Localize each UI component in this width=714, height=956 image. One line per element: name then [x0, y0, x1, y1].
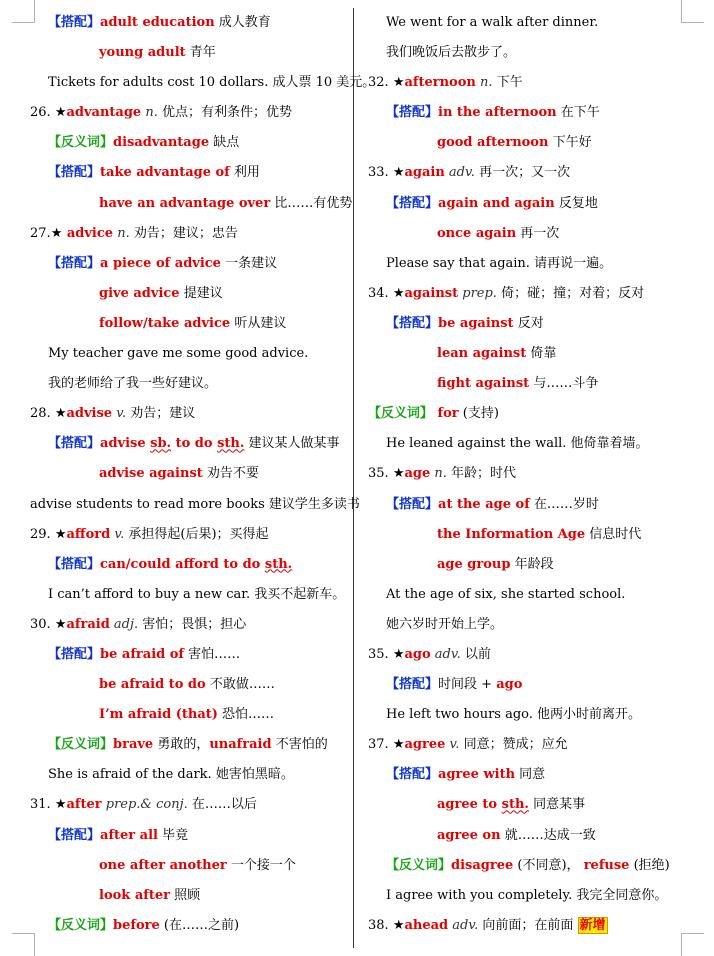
right-vocab-line: [368, 309, 704, 339]
left-vocab-line: [30, 309, 348, 339]
collocation-tag: 【搭配】: [386, 195, 439, 211]
left-vocab-line: [30, 339, 348, 369]
right-vocab-line: [368, 8, 704, 38]
star-icon: ★: [50, 225, 63, 241]
headword-or-phrase: once again: [437, 225, 517, 241]
right-vocab-line: [368, 911, 704, 941]
star-icon: ★: [54, 797, 67, 813]
star-icon: ★: [54, 616, 67, 632]
collocation-tag: 【搭配】: [386, 496, 439, 512]
text-segment: (拒绝): [629, 857, 670, 873]
headword-or-phrase: advise: [66, 406, 113, 422]
text-segment: 利用: [229, 165, 260, 181]
antonym-tag: 【反义词】: [48, 917, 114, 933]
headword-or-phrase: agree: [404, 737, 446, 753]
text-segment: 反对: [513, 315, 544, 331]
text-segment: 不害怕的: [271, 737, 328, 753]
text-segment: 26.: [30, 105, 55, 121]
left-vocab-line: [30, 730, 348, 760]
headword-or-phrase: to do: [171, 436, 218, 452]
text-segment: 信息时代: [585, 526, 642, 542]
right-vocab-line: [368, 369, 704, 399]
star-icon: ★: [392, 75, 405, 91]
star-icon: ★: [392, 285, 405, 301]
part-of-speech: adv.: [448, 917, 479, 933]
text-segment: 32.: [368, 75, 393, 91]
text-segment: 她六岁时开始上学。: [386, 616, 504, 632]
text-segment: 31.: [30, 797, 55, 813]
right-vocab-line: [368, 38, 704, 68]
text-segment: 承担得起(后果)；买得起: [124, 526, 269, 542]
right-vocab-line: [368, 429, 704, 459]
collocation-tag: 【搭配】: [48, 556, 101, 572]
left-vocab-line: [30, 640, 348, 670]
text-segment: 勇敢的，: [153, 737, 210, 753]
text-segment: (支持): [458, 406, 499, 422]
headword-or-phrase: for: [433, 406, 459, 422]
text-segment: 与……斗争: [529, 376, 599, 392]
text-segment: 缺点: [209, 135, 240, 151]
part-of-speech: v.: [110, 526, 125, 542]
left-vocab-line: [30, 550, 348, 580]
text-segment: 30.: [30, 616, 55, 632]
headword-or-phrase: fight against: [437, 376, 530, 392]
text-segment: 劝告不要: [202, 466, 259, 482]
left-vocab-line: [30, 610, 348, 640]
left-vocab-line: [30, 790, 348, 820]
headword-or-phrase: advise: [100, 436, 151, 452]
star-icon: ★: [54, 406, 67, 422]
headword-or-phrase: advise against: [99, 466, 203, 482]
text-segment: 再一次: [516, 225, 560, 241]
left-vocab-line: [30, 520, 348, 550]
right-vocab-line: [368, 158, 704, 188]
headword-or-phrase: ago: [404, 646, 431, 662]
left-vocab-line: [30, 429, 348, 459]
left-vocab-line: [30, 68, 376, 98]
text-segment: 在下午: [556, 105, 600, 121]
text-segment: 27.: [30, 225, 51, 241]
right-vocab-line: [368, 881, 704, 911]
left-vocab-line: [30, 8, 348, 38]
headword-or-phrase: sth.: [217, 436, 245, 452]
right-vocab-line: [368, 339, 704, 369]
headword-or-phrase: follow/take advice: [99, 315, 231, 331]
headword-or-phrase: lean against: [437, 346, 527, 362]
part-of-speech: n.: [430, 466, 447, 482]
left-column: [30, 8, 376, 941]
headword-or-phrase: sb.: [150, 436, 172, 452]
right-vocab-line: [368, 490, 704, 520]
headword-or-phrase: give advice: [99, 285, 180, 301]
text-segment: 不敢做……: [205, 677, 275, 693]
text-segment: (不同意)，: [513, 857, 584, 873]
left-vocab-line: [30, 98, 348, 128]
collocation-tag: 【搭配】: [386, 105, 439, 121]
text-segment: 同意: [515, 767, 546, 783]
headword-or-phrase: I’m afraid (that): [99, 707, 218, 723]
text-segment: Please say that again. 请再说一遍。: [386, 255, 613, 271]
right-vocab-line: [368, 730, 704, 760]
star-icon: ★: [392, 917, 405, 933]
text-segment: We went for a walk after dinner.: [386, 15, 599, 30]
text-segment: He left two hours ago. 他两小时前离开。: [386, 707, 642, 723]
right-vocab-line: [368, 249, 704, 279]
text-segment: 再一次；又一次: [474, 165, 571, 181]
right-vocab-line: [368, 128, 704, 158]
text-segment: 恐怕……: [217, 707, 275, 723]
right-vocab-line: [368, 279, 704, 309]
right-vocab-line: [368, 640, 704, 670]
headword-or-phrase: agree to: [437, 797, 502, 813]
text-segment: 年龄段: [510, 556, 554, 572]
headword-or-phrase: good afternoon: [437, 135, 549, 151]
left-vocab-line: [30, 760, 348, 790]
text-segment: 害怕；畏惧；担心: [138, 616, 247, 632]
left-vocab-line: [30, 881, 348, 911]
right-vocab-line: [368, 550, 704, 580]
text-segment: 在……以后: [187, 797, 257, 813]
headword-or-phrase: brave: [113, 737, 154, 753]
collocation-tag: 【搭配】: [48, 165, 101, 181]
headword-or-phrase: after all: [100, 827, 158, 843]
text-segment: 同意；赞成；应允: [459, 737, 568, 753]
headword-or-phrase: again: [404, 165, 445, 181]
right-vocab-line: [368, 670, 704, 700]
text-segment: 我的老师给了我一些好建议。: [48, 376, 218, 392]
text-segment: I can’t afford to buy a new car. 我买不起新车。: [48, 586, 346, 602]
headword-or-phrase: have an advantage over: [99, 195, 271, 211]
star-icon: ★: [392, 466, 405, 482]
text-segment: 向前面；在前面: [478, 917, 578, 933]
text-segment: 35.: [368, 466, 393, 482]
text-segment: 青年: [185, 45, 216, 61]
headword-or-phrase: sth.: [264, 556, 293, 572]
part-of-speech: v.: [112, 406, 127, 422]
right-vocab-line: [368, 790, 704, 820]
text-segment: At the age of six, she started school.: [386, 586, 626, 602]
collocation-tag: 【搭配】: [48, 646, 101, 662]
headword-or-phrase: afternoon: [404, 75, 476, 91]
right-vocab-line: [368, 700, 704, 730]
right-vocab-line: [368, 399, 704, 429]
part-of-speech: adj.: [109, 616, 139, 632]
star-icon: ★: [392, 165, 405, 181]
left-vocab-line: [30, 279, 348, 309]
left-vocab-line: [30, 670, 348, 700]
text-segment: 下午好: [548, 135, 592, 151]
headword-or-phrase: against: [404, 285, 459, 301]
text-segment: 28.: [30, 406, 55, 422]
text-segment: 37.: [368, 737, 393, 753]
right-column: [368, 8, 704, 941]
left-vocab-line: [30, 189, 353, 219]
left-vocab-line: [30, 399, 348, 429]
headword-or-phrase: afraid: [66, 616, 110, 632]
text-segment: 提建议: [179, 285, 223, 301]
text-segment: 反复地: [554, 195, 598, 211]
right-vocab-line: [368, 821, 704, 851]
part-of-speech: n.: [113, 225, 130, 241]
headword-or-phrase: refuse: [583, 857, 630, 873]
text-segment: I agree with you completely. 我完全同意你。: [386, 887, 668, 903]
text-segment: 35.: [368, 646, 393, 662]
text-segment: He leaned against the wall. 他倚靠着墙。: [386, 436, 649, 452]
headword-or-phrase: ago: [496, 677, 523, 693]
headword-or-phrase: be afraid of: [100, 646, 185, 662]
text-segment: 下午: [492, 75, 523, 91]
collocation-tag: 【搭配】: [386, 677, 439, 693]
left-vocab-line: [30, 249, 348, 279]
headword-or-phrase: take advantage of: [100, 165, 230, 181]
text-segment: (在……之前): [159, 917, 240, 933]
headword-or-phrase: in the afternoon: [438, 105, 557, 121]
left-vocab-line: [30, 911, 348, 941]
collocation-tag: 【搭配】: [48, 255, 101, 271]
collocation-tag: 【搭配】: [48, 15, 101, 30]
text-segment: 34.: [368, 285, 393, 301]
text-segment: Tickets for adults cost 10 dollars. 成人票 10 美元。: [48, 75, 376, 91]
headword-or-phrase: look after: [99, 887, 170, 903]
left-vocab-line: [30, 580, 348, 610]
right-vocab-line: [368, 580, 704, 610]
text-segment: 优点；有利条件；优势: [157, 105, 292, 121]
text-segment: 我们晚饭后去散步了。: [386, 45, 517, 61]
headword-or-phrase: age group: [437, 556, 511, 572]
text-segment: 毕竟: [157, 827, 189, 843]
right-vocab-line: [368, 459, 704, 489]
headword-or-phrase: again and again: [438, 195, 555, 211]
part-of-speech: adv.: [444, 165, 475, 181]
headword-or-phrase: be against: [438, 315, 514, 331]
collocation-tag: 【搭配】: [386, 767, 439, 783]
headword-or-phrase: ahead: [404, 917, 449, 933]
text-segment: She is afraid of the dark. 她害怕黑暗。: [48, 767, 294, 783]
collocation-tag: 【搭配】: [48, 827, 101, 843]
text-segment: 38.: [368, 917, 393, 933]
text-segment: 在……岁时: [529, 496, 599, 512]
headword-or-phrase: be afraid to do: [99, 677, 206, 693]
text-segment: 照顾: [169, 887, 201, 903]
headword-or-phrase: adult education: [100, 15, 215, 30]
text-segment: 成人教育: [214, 15, 271, 30]
text-segment: 劝告；建议: [126, 406, 196, 422]
antonym-tag: 【反义词】: [368, 406, 434, 422]
text-segment: 一条建议: [220, 255, 278, 271]
right-vocab-line: [368, 520, 704, 550]
left-vocab-line: [30, 158, 348, 188]
headword-or-phrase: disadvantage: [113, 135, 210, 151]
part-of-speech: v.: [445, 737, 460, 753]
text-segment: 29.: [30, 526, 55, 542]
part-of-speech: adv.: [430, 646, 461, 662]
text-segment: 时间段 +: [438, 677, 497, 693]
headword-or-phrase: afford: [66, 526, 111, 542]
text-segment: 倚；碰；撞；对着；反对: [496, 285, 645, 301]
headword-or-phrase: sth.: [501, 797, 529, 813]
text-segment: 以前: [460, 646, 491, 662]
part-of-speech: n.: [475, 75, 493, 91]
text-segment: 害怕……: [184, 646, 241, 662]
text-segment: 一个接一个: [226, 857, 296, 873]
text-segment: 劝告；建议；忠告: [129, 225, 238, 241]
right-vocab-line: [368, 68, 704, 98]
text-segment: 同意某事: [528, 797, 586, 813]
headword-or-phrase: at the age of: [438, 496, 530, 512]
text-segment: 比……有优势: [270, 195, 353, 211]
text-segment: My teacher gave me some good advice.: [48, 346, 309, 362]
right-vocab-line: [368, 189, 704, 219]
right-vocab-line: [368, 760, 704, 790]
headword-or-phrase: young adult: [99, 45, 186, 61]
text-segment: advise students to read more books 建议学生多读书: [30, 496, 360, 512]
headword-or-phrase: advantage: [66, 105, 142, 121]
headword-or-phrase: agree with: [438, 767, 516, 783]
right-vocab-line: [368, 610, 704, 640]
left-vocab-line: [30, 369, 348, 399]
headword-or-phrase: a piece of advice: [100, 255, 221, 271]
headword-or-phrase: one after another: [99, 857, 227, 873]
headword-or-phrase: age: [404, 466, 431, 482]
part-of-speech: n.: [141, 105, 158, 121]
part-of-speech: prep.& conj.: [101, 797, 188, 813]
collocation-tag: 【搭配】: [386, 315, 439, 331]
text-segment: 听从建议: [230, 315, 287, 331]
left-vocab-line: [30, 821, 348, 851]
headword-or-phrase: disagree: [451, 857, 514, 873]
new-badge: 新增: [579, 917, 606, 933]
right-vocab-line: [368, 851, 704, 881]
text-segment: 33.: [368, 165, 393, 181]
headword-or-phrase: agree on: [437, 827, 501, 843]
headword-or-phrase: can/could afford to do: [100, 556, 265, 572]
left-vocab-line: [30, 38, 348, 68]
text-segment: 就……达成一致: [500, 827, 596, 843]
star-icon: ★: [54, 105, 67, 121]
text-segment: 建议某人做某事: [244, 436, 340, 452]
headword-or-phrase: the Information Age: [437, 526, 586, 542]
star-icon: ★: [392, 646, 405, 662]
left-vocab-line: [30, 490, 360, 520]
part-of-speech: prep.: [458, 285, 497, 301]
collocation-tag: 【搭配】: [48, 436, 101, 452]
antonym-tag: 【反义词】: [386, 857, 452, 873]
antonym-tag: 【反义词】: [48, 737, 114, 753]
left-vocab-line: [30, 851, 348, 881]
column-divider: [353, 8, 354, 948]
headword-or-phrase: advice: [62, 225, 114, 241]
headword-or-phrase: before: [113, 917, 160, 933]
right-vocab-line: [368, 98, 704, 128]
left-vocab-line: [30, 219, 348, 249]
antonym-tag: 【反义词】: [48, 135, 114, 151]
text-segment: 年龄；时代: [446, 466, 517, 482]
text-segment: 倚靠: [526, 346, 557, 362]
star-icon: ★: [392, 737, 405, 753]
left-vocab-line: [30, 700, 348, 730]
star-icon: ★: [54, 526, 67, 542]
right-vocab-line: [368, 219, 704, 249]
left-vocab-line: [30, 128, 348, 158]
headword-or-phrase: after: [66, 797, 102, 813]
headword-or-phrase: unafraid: [209, 737, 272, 753]
left-vocab-line: [30, 459, 348, 489]
